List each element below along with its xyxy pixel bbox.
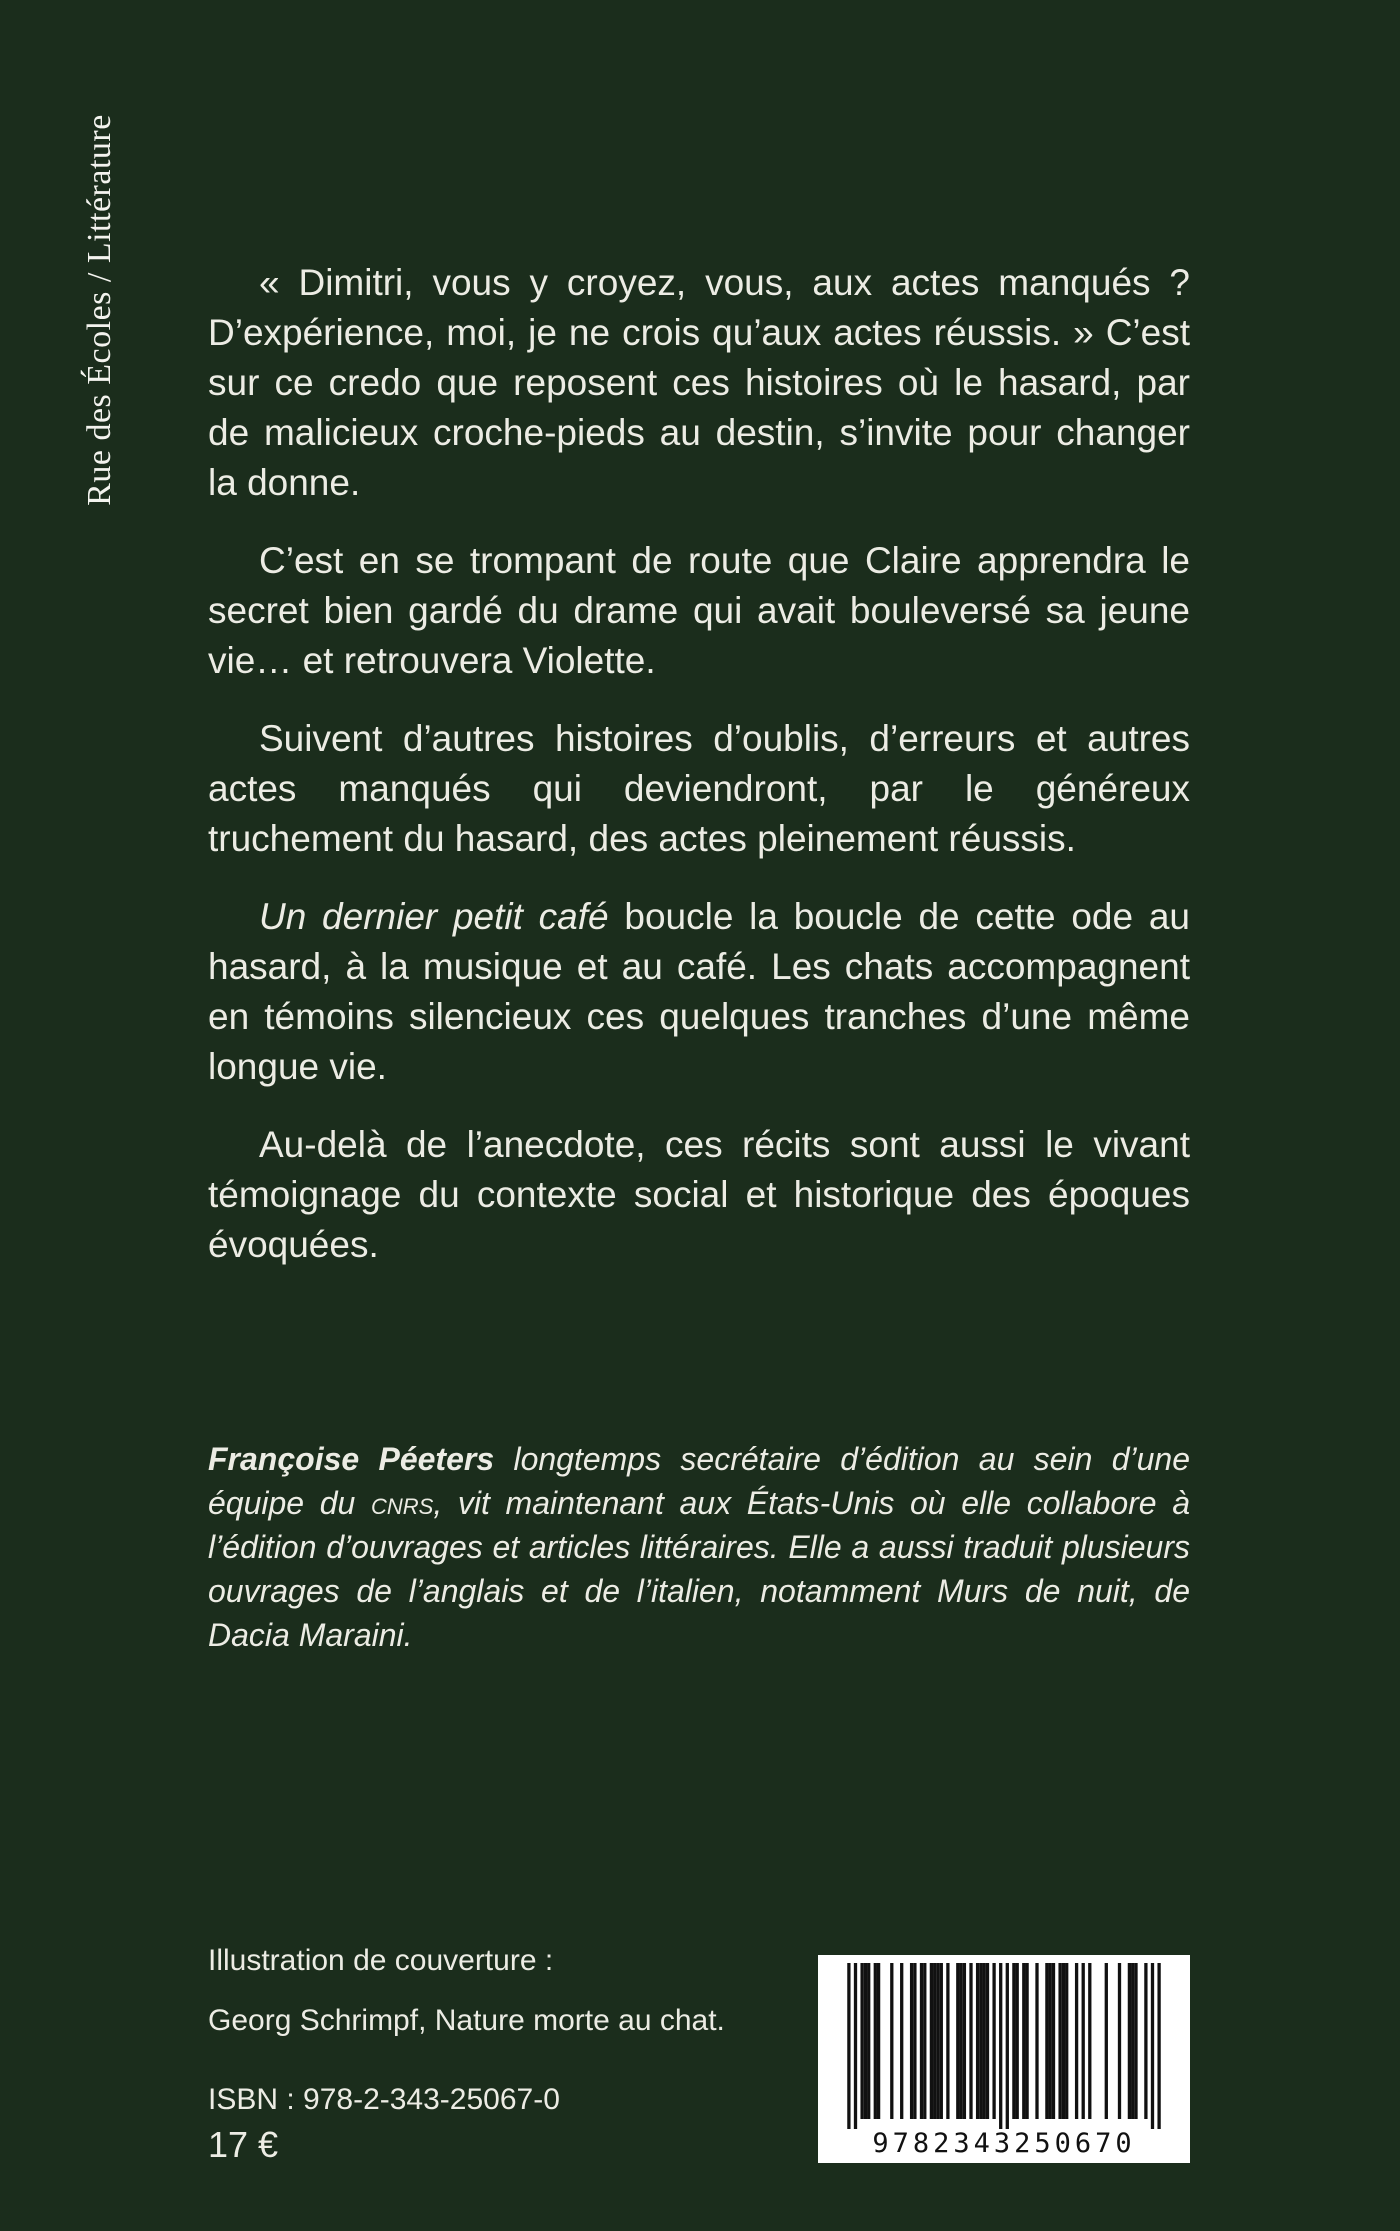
barcode-bar xyxy=(1105,1963,1108,2119)
barcode-bar xyxy=(1082,1963,1085,2119)
barcode-bar xyxy=(1016,1963,1019,2119)
book-title-inline: Un dernier petit café xyxy=(259,896,609,937)
author-name: Françoise Péeters xyxy=(208,1441,495,1477)
blurb-paragraph-4 xyxy=(208,892,1190,1092)
barcode-bar xyxy=(1058,1963,1061,2119)
barcode-bar xyxy=(1065,1963,1068,2119)
isbn: ISBN : 978-2-343-25067-0 xyxy=(208,2083,560,2116)
author-bio xyxy=(208,1437,1190,1657)
author-bio-text-1: longtemps secrétaire d’édition au sein d’une équipe du xyxy=(208,1441,1191,1521)
barcode-digits: 9782343250670 xyxy=(872,2128,1136,2159)
barcode-bar xyxy=(910,1963,913,2119)
barcode xyxy=(818,1955,1190,2163)
blurb-paragraph-5: Au-delà de l’anecdote, ces récits sont aussi le vivant témoignage du contexte social et historique des époques évoquées. xyxy=(208,1124,1190,1265)
barcode-bar xyxy=(1049,1963,1052,2119)
barcode-bar xyxy=(992,1963,995,2119)
barcode-bar xyxy=(933,1963,936,2119)
barcode-bar xyxy=(959,1963,962,2119)
barcode-bar xyxy=(1035,1963,1038,2119)
back-cover-blurb xyxy=(208,258,1190,1270)
blurb-paragraph-4-text: boucle la boucle de cette ode au hasard, à la musique et au café. Les chats accompagnent en témoins silencieux ces quelques tranches d’une même longue vie. xyxy=(208,896,1190,1087)
barcode-bar xyxy=(1025,1963,1028,2119)
barcode-bar xyxy=(847,1963,850,2129)
illustration-credit: Georg Schrimpf, Nature morte au chat. xyxy=(208,2004,725,2037)
barcode-bar xyxy=(1075,1963,1078,2119)
organization-name: cnrs xyxy=(371,1485,434,1521)
blurb-paragraph-1: « Dimitri, vous y croyez, vous, aux actes manqués ? D’expérience, moi, je ne crois qu’aux actes réussis. » C’est sur ce credo que reposent ces histoires où le hasard, par de malicieux croche-pieds au destin, s’invite pour changer la donne. xyxy=(208,262,1190,503)
barcode-bar xyxy=(1128,1963,1131,2119)
barcode-bar xyxy=(913,1963,916,2119)
price: 17 € xyxy=(208,2124,279,2165)
barcode-bar xyxy=(1151,1963,1154,2129)
barcode-bar xyxy=(920,1963,923,2119)
barcode-bar xyxy=(963,1963,966,2119)
barcode-bar xyxy=(986,1963,989,2119)
barcode-bar xyxy=(1052,1963,1055,2119)
barcode-bar xyxy=(976,1963,979,2119)
barcode-bar xyxy=(874,1963,877,2119)
barcode-bar xyxy=(854,1963,857,2129)
barcode-bar xyxy=(930,1963,933,2119)
blurb-paragraph-3: Suivent d’autres histoires d’oublis, d’erreurs et autres actes manqués qui deviendront, par le généreux truchement du hasard, des actes pleinement réussis. xyxy=(208,718,1190,859)
barcode-bar xyxy=(864,1963,867,2119)
barcode-bar xyxy=(890,1963,893,2119)
blurb-paragraph-2: C’est en se trompant de route que Claire apprendra le secret bien gardé du drame qui avait bouleversé sa jeune vie… et retrouvera Violette. xyxy=(208,540,1190,681)
barcode-bar xyxy=(1131,1963,1134,2119)
barcode-bar xyxy=(969,1963,972,2119)
barcode-bar xyxy=(1118,1963,1121,2119)
barcode-bar xyxy=(867,1963,870,2119)
barcode-bar xyxy=(1157,1963,1160,2129)
barcode-bar xyxy=(946,1963,949,2119)
barcode-bar xyxy=(900,1963,903,2119)
barcode-bar xyxy=(956,1963,959,2119)
barcode-bar xyxy=(936,1963,939,2119)
series-name: Rue des Écoles / Littérature xyxy=(81,114,118,506)
barcode-bar xyxy=(877,1963,880,2119)
barcode-bar xyxy=(1006,1963,1009,2129)
barcode-bar xyxy=(1045,1963,1048,2119)
illustration-label: Illustration de couverture : xyxy=(208,1944,554,1977)
barcode-bar xyxy=(1088,1963,1091,2119)
barcode-bar xyxy=(923,1963,926,2119)
barcode-bar xyxy=(979,1963,982,2119)
barcode-bar xyxy=(940,1963,943,2119)
barcode-bar xyxy=(999,1963,1002,2129)
barcode-bar xyxy=(983,1963,986,2119)
barcode-bar xyxy=(1134,1963,1137,2119)
barcode-bar xyxy=(1022,1963,1025,2119)
barcode-bar xyxy=(1062,1963,1065,2119)
barcode-bar xyxy=(1144,1963,1147,2119)
author-bio-text-2: , vit maintenant aux États-Unis où elle collabore à l’édition d’ouvrages et articles littéraires. Elle a aussi traduit plusieurs ouvrages de l’anglais et de l’italien, notamment Murs de nuit, de Dacia Maraini. xyxy=(208,1485,1191,1653)
barcode-bar xyxy=(860,1963,863,2119)
barcode-bar xyxy=(1012,1963,1015,2119)
